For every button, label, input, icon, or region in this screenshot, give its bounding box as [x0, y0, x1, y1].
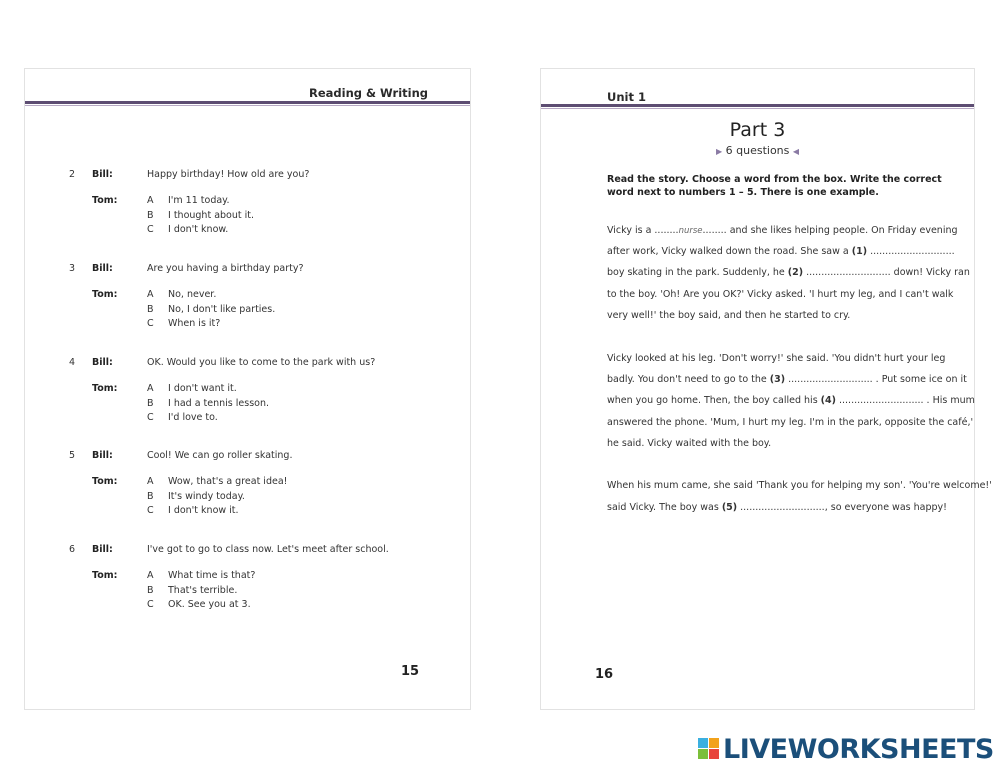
triangle-right-icon: ▶: [715, 147, 723, 156]
option-letter: B: [147, 209, 154, 221]
story-line: [607, 310, 850, 321]
story-text-segment: said Vicky. The boy was: [607, 502, 722, 513]
option-text: It's windy today.: [168, 490, 245, 502]
speaker-tom: Tom:: [92, 383, 118, 394]
question-number: 6: [69, 544, 76, 555]
story-text-segment: when you go home. Then, the boy called his: [607, 395, 821, 406]
instructions: Read the story. Choose a word from the box. Write the correct word next to numbers 1 – 5. There is one example.: [607, 174, 942, 198]
right-page: [540, 68, 992, 710]
story-line: [607, 353, 945, 364]
question-number: 3: [69, 263, 76, 274]
blank-number: (5): [721, 502, 738, 513]
option-text: I'm 11 today.: [168, 195, 230, 206]
option-text: Wow, that's a great idea!: [168, 476, 288, 487]
option-letter: C: [147, 318, 154, 329]
question-number: 4: [69, 357, 76, 368]
bill-line: I've got to go to class now. Let's meet after school.: [147, 544, 389, 555]
triangle-left-icon: ◀: [792, 147, 800, 156]
logo-block-v: [698, 749, 708, 759]
option-text: When is it?: [168, 318, 221, 329]
option-text: OK. See you at 3.: [168, 599, 251, 610]
story-line: [607, 289, 953, 300]
option-text: I had a tennis lesson.: [168, 397, 270, 409]
section-header: Reading & Writing: [309, 86, 428, 100]
blank-number: (2): [787, 267, 804, 278]
bill-line: Cool! We can go roller skating.: [147, 450, 293, 461]
header-rule-thin: [25, 105, 470, 106]
logo-block-i: [709, 738, 719, 748]
option-letter: A: [147, 195, 154, 206]
option-letter: A: [147, 383, 154, 394]
story-line: [607, 225, 958, 236]
option-text: I don't know.: [168, 224, 229, 235]
header-rule: [541, 104, 974, 107]
option-letter: A: [147, 476, 154, 487]
option-letter: B: [147, 584, 154, 596]
option-text: I thought about it.: [168, 209, 255, 221]
story-text-segment: answered the phone. 'Mum, I hurt my leg. I'm in the park, opposite the café,': [607, 417, 974, 428]
story-text-segment: he said. Vicky waited with the boy.: [607, 438, 772, 449]
option-letter: A: [147, 289, 154, 300]
story-text-segment: after work, Vicky walked down the road. She saw a: [607, 246, 852, 257]
answer-blank[interactable]: ............................, so everyone was happy!: [737, 502, 947, 513]
story-line: [607, 267, 970, 278]
story-text-segment: to the boy. 'Oh! Are you OK?' Vicky asked. 'I hurt my leg, and I can't walk: [607, 289, 954, 300]
story-line: [607, 480, 992, 491]
liveworksheets-logo: [695, 734, 995, 764]
option-text: No, never.: [168, 289, 217, 300]
logo-block-e: [709, 749, 719, 759]
blank-number: (4): [820, 395, 836, 406]
option-letter: A: [147, 570, 154, 581]
story-line: [607, 374, 967, 385]
option-text: What time is that?: [168, 570, 256, 581]
option-letter: C: [147, 505, 154, 516]
option-text: I don't want it.: [168, 383, 237, 394]
speaker-tom: Tom:: [92, 476, 118, 487]
logo-text: LIVEWORKSHEETS: [723, 734, 994, 765]
part-subtitle: [541, 144, 974, 157]
question-number: 2: [69, 169, 76, 180]
speaker-tom: Tom:: [92, 195, 118, 206]
option-text: That's terrible.: [168, 584, 238, 596]
speaker-bill: Bill:: [92, 263, 113, 274]
option-letter: C: [147, 224, 154, 235]
story-line: [607, 417, 973, 428]
answer-blank[interactable]: ............................: [867, 246, 955, 257]
story-text-segment: badly. You don't need to go to the: [607, 374, 770, 385]
bill-line: Happy birthday! How old are you?: [147, 169, 310, 180]
logo-block-l: [698, 738, 708, 748]
option-letter: C: [147, 412, 154, 423]
story-text-segment: very well!' the boy said, and then he started to cry.: [607, 310, 851, 321]
story-text-segment: ........ and she likes helping people. On Friday evening: [702, 225, 958, 236]
story-text-segment: Vicky looked at his leg. 'Don't worry!' she said. 'You didn't hurt your leg: [607, 353, 946, 364]
part-title: Part 3: [729, 119, 786, 141]
speaker-bill: Bill:: [92, 450, 113, 461]
story-line: [607, 438, 771, 449]
question-count: 6 questions: [725, 144, 790, 157]
option-letter: C: [147, 599, 154, 610]
story-line: [607, 502, 947, 513]
story-text-segment: When his mum came, she said 'Thank you for helping my son'. 'You're welcome!': [607, 480, 992, 491]
speaker-bill: Bill:: [92, 169, 113, 180]
option-text: I don't know it.: [168, 505, 239, 516]
speaker-tom: Tom:: [92, 289, 118, 300]
option-text: No, I don't like parties.: [168, 303, 276, 315]
example-answer: nurse: [678, 226, 703, 236]
option-text: I'd love to.: [168, 412, 218, 423]
left-page: [24, 68, 471, 710]
speaker-tom: Tom:: [92, 570, 118, 581]
blank-number: (3): [769, 374, 786, 385]
answer-blank[interactable]: ............................ . His mum: [835, 395, 975, 406]
question-number: 5: [69, 450, 76, 461]
unit-header: Unit 1: [607, 90, 646, 104]
bill-line: OK. Would you like to come to the park with us?: [147, 357, 376, 368]
story-text-segment: Vicky is a ........: [607, 225, 679, 236]
story-text-segment: boy skating in the park. Suddenly, he: [607, 267, 788, 278]
answer-blank[interactable]: ............................ down! Vicky ran: [803, 267, 970, 278]
answer-blank[interactable]: ............................ . Put some ice on it: [785, 374, 967, 385]
page-number: 15: [401, 664, 420, 679]
option-letter: B: [147, 303, 154, 315]
speaker-bill: Bill:: [92, 544, 113, 555]
story-line: [607, 246, 955, 257]
speaker-bill: Bill:: [92, 357, 113, 368]
story-line: [607, 395, 975, 406]
blank-number: (1): [851, 246, 868, 257]
option-letter: B: [147, 490, 154, 502]
page-number: 16: [595, 667, 614, 682]
bill-line: Are you having a birthday party?: [147, 263, 304, 274]
header-rule: [25, 101, 470, 104]
header-rule-thin: [541, 108, 974, 109]
option-letter: B: [147, 397, 154, 409]
